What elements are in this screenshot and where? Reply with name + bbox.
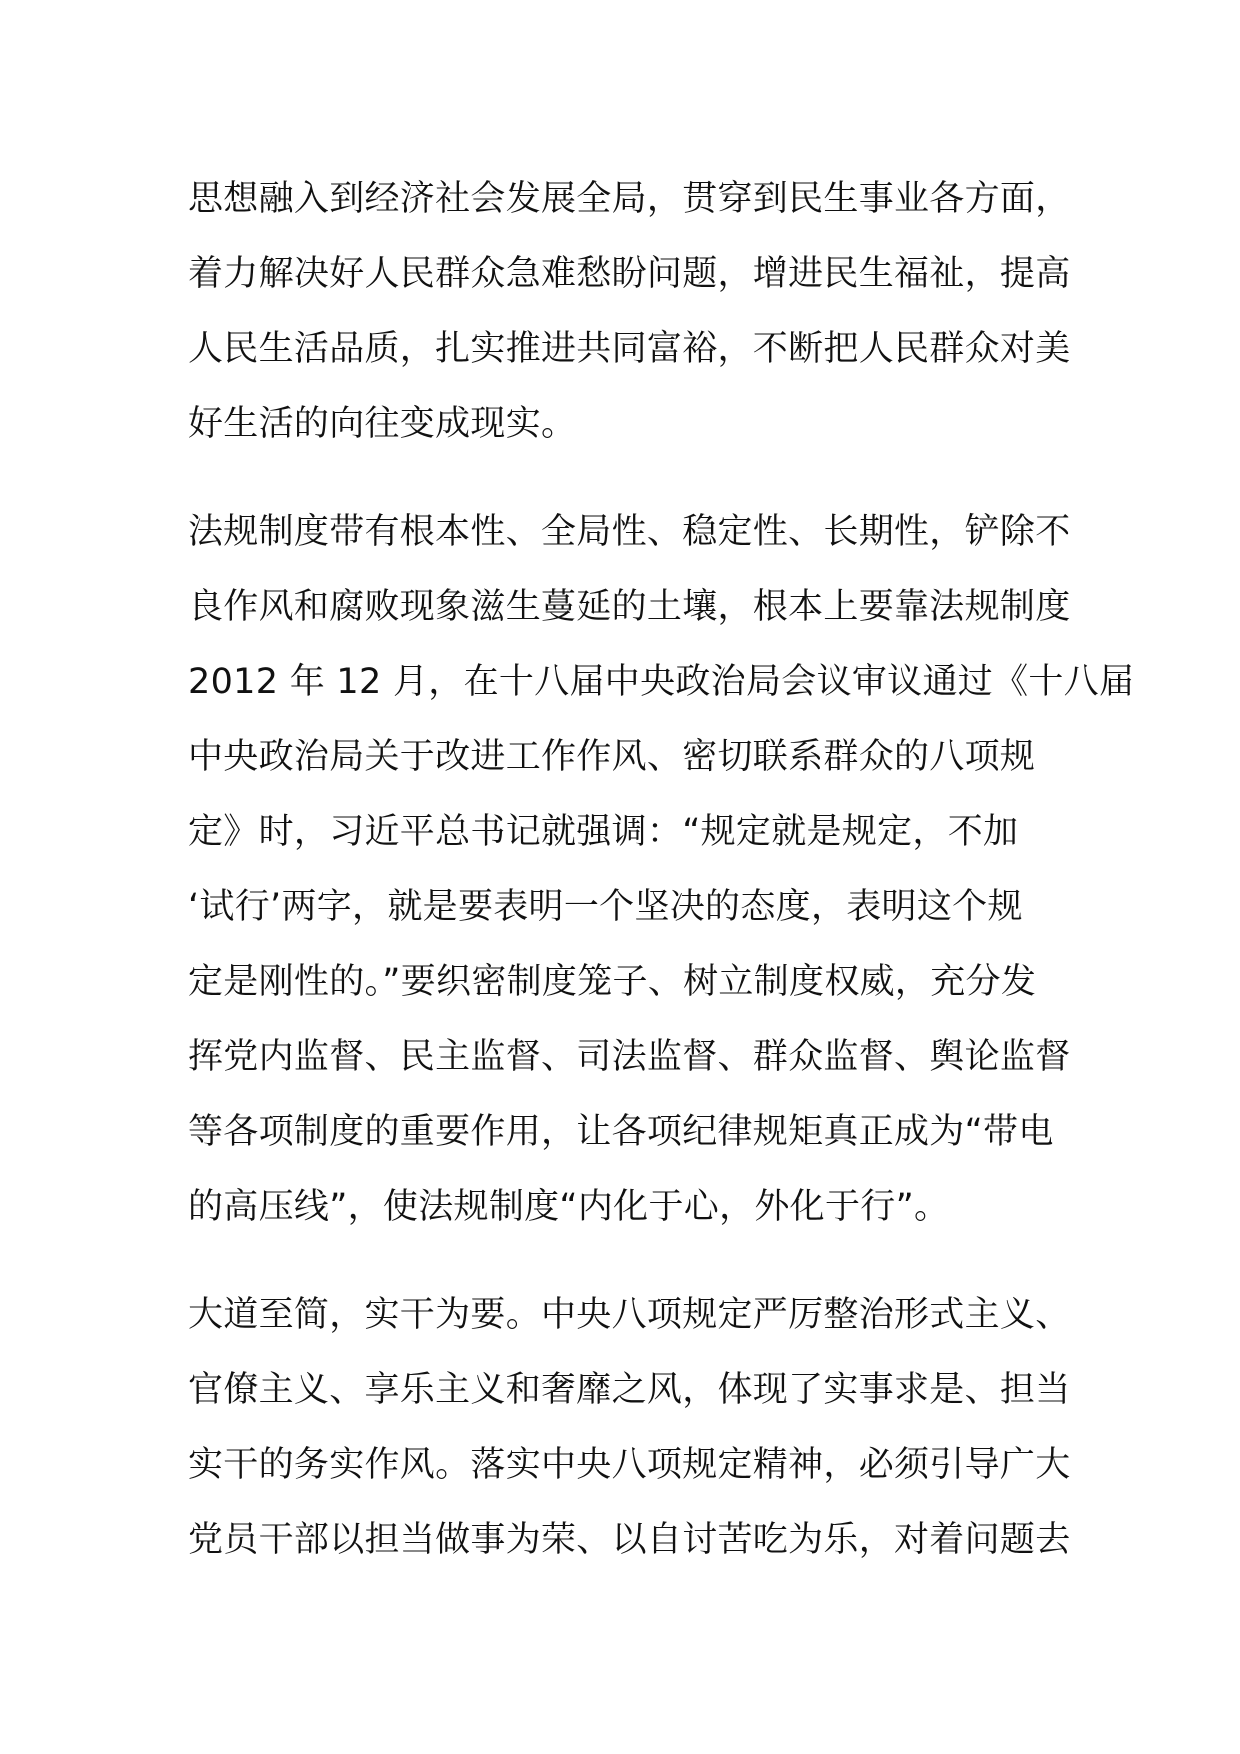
document-body [188, 162, 1135, 1578]
text-line: 人民生活品质，扎实推进共同富裕，不断把人民群众对美 [188, 329, 1071, 369]
text-line: 等各项制度的重要作用，让各项纪律规矩真正成为“带电 [188, 1112, 1054, 1152]
text-line: 良作风和腐败现象滋生蔓延的土壤，根本上要靠法规制度 [188, 587, 1071, 627]
text-line: 的高压线”，使法规制度“内化于心，外化于行”。 [188, 1187, 950, 1227]
text-line: 定是刚性的。”要织密制度笼子、树立制度权威，充分发 [188, 962, 1037, 1002]
paragraph-3 [188, 1278, 1071, 1578]
text-line: 法规制度带有根本性、全局性、稳定性、长期性，铲除不 [188, 512, 1071, 552]
paragraph-gap [188, 462, 1058, 495]
text-line: ‘试行’两字，就是要表明一个坚决的态度，表明这个规 [188, 887, 1023, 927]
text-line: 挥党内监督、民主监督、司法监督、群众监督、舆论监督 [188, 1037, 1071, 1077]
text-line: 实干的务实作风。落实中央八项规定精神，必须引导广大 [188, 1445, 1071, 1485]
text-line: 官僚主义、享乐主义和奢靡之风，体现了实事求是、担当 [188, 1370, 1071, 1410]
text-line: 着力解决好人民群众急难愁盼问题，增进民生福祉，提高 [188, 254, 1071, 294]
text-line: 中央政治局关于改进工作作风、密切联系群众的八项规 [188, 737, 1036, 777]
text-line: 定》时，习近平总书记就强调：“规定就是规定，不加 [188, 812, 1019, 852]
paragraph-gap [188, 1245, 1058, 1278]
paragraph-2 [188, 495, 1135, 1245]
text-line: 大道至简，实干为要。中央八项规定严厉整治形式主义、 [188, 1295, 1071, 1335]
text-line: 好生活的向往变成现实。 [188, 404, 577, 444]
text-line: 党员干部以担当做事为荣、以自讨苦吃为乐，对着问题去 [188, 1520, 1071, 1560]
paragraph-1 [188, 162, 1071, 462]
text-line: 2012 年 12 月，在十八届中央政治局会议审议通过《十八届 [188, 662, 1135, 702]
text-line: 思想融入到经济社会发展全局，贯穿到民生事业各方面， [188, 179, 1071, 219]
